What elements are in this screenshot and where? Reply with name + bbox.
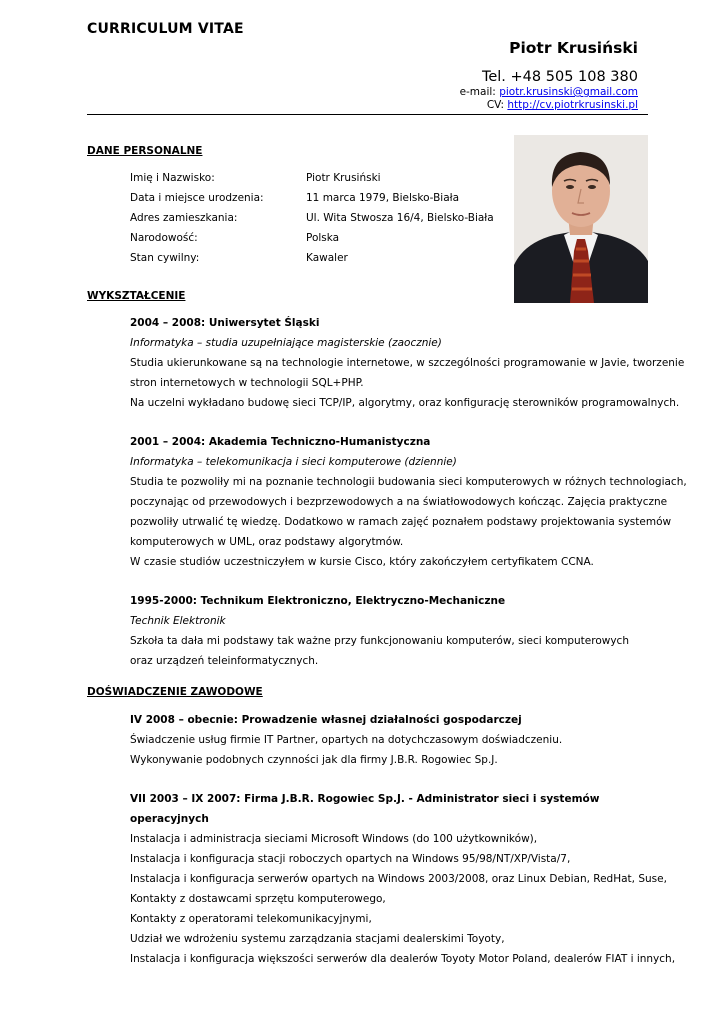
entry-line: Wykonywanie podobnych czynności jak dla firmy J.B.R. Rogowiec Sp.J. <box>130 754 498 766</box>
section-title-education: WYKSZTAŁCENIE <box>87 290 186 302</box>
cv-link[interactable]: http://cv.piotrkrusinski.pl <box>507 99 638 111</box>
cv-line <box>460 99 638 112</box>
education-entry <box>130 313 685 413</box>
entry-line: Studia te pozwoliły mi na poznanie technologii budowania sieci komputerowych w różnych technologiach, <box>130 476 687 488</box>
phone-number: Tel. +48 505 108 380 <box>481 69 638 85</box>
entry-line: Instalacja i konfiguracja serwerów opartych na Windows 2003/2008, oraz Linux Debian, RedHat, Suse, <box>130 873 667 885</box>
personal-value: 11 marca 1979, Bielsko-Biała <box>306 192 460 204</box>
entry-line: Kontakty z operatorami telekomunikacyjnymi, <box>130 913 372 925</box>
entry-line: Kontakty z dostawcami sprzętu komputerowego, <box>130 893 386 905</box>
profile-photo <box>514 135 648 303</box>
entry-subtitle: Informatyka – studia uzupełniające magisterskie (zaocznie) <box>130 337 442 349</box>
entry-subtitle: Informatyka – telekomunikacja i sieci komputerowe (dziennie) <box>130 456 457 468</box>
entry-heading: 1995-2000: Technikum Elektroniczno, Elektryczno-Mechaniczne <box>130 595 506 607</box>
entry-heading: 2001 – 2004: Akademia Techniczno-Humanistyczna <box>130 436 431 448</box>
person-name: Piotr Krusiński <box>509 39 638 57</box>
education-entry <box>130 432 687 572</box>
entry-line: Instalacja i administracja sieciami Microsoft Windows (do 100 użytkowników), <box>130 833 538 845</box>
section-title-personal: DANE PERSONALNE <box>87 145 203 157</box>
personal-value: Ul. Wita Stwosza 16/4, Bielsko-Biała <box>306 212 494 224</box>
personal-row <box>130 228 494 248</box>
personal-row <box>130 168 494 188</box>
entry-line: komputerowych w UML, oraz podstawy algorytmów. <box>130 536 404 548</box>
page-title: CURRICULUM VITAE <box>87 21 244 37</box>
header-divider <box>87 114 648 115</box>
entry-line: Na uczelni wykładano budowę sieci TCP/IP, algorytmy, oraz konfigurację sterowników programowalnych. <box>130 397 680 409</box>
entry-line: Udział we wdrożeniu systemu zarządzania stacjami dealerskimi Toyoty, <box>130 933 505 945</box>
email-label: e-mail: <box>459 86 500 98</box>
education-entry <box>130 591 650 671</box>
entry-line: Instalacja i konfiguracja stacji roboczych opartych na Windows 95/98/NT/XP/Vista/7, <box>130 853 571 865</box>
entry-line: oraz urządzeń teleinformatycznych. <box>130 655 319 667</box>
personal-label: Imię i Nazwisko: <box>130 172 215 184</box>
personal-row <box>130 188 494 208</box>
personal-label: Data i miejsce urodzenia: <box>130 192 264 204</box>
personal-label: Narodowość: <box>130 232 198 244</box>
email-line <box>460 86 638 99</box>
entry-line: Szkoła ta dała mi podstawy tak ważne przy funkcjonowaniu komputerów, sieci komputerowych <box>130 635 629 647</box>
cv-label: CV: <box>486 99 508 111</box>
entry-heading: VII 2003 – IX 2007: Firma J.B.R. Rogowiec Sp.J. - Administrator sieci i systemów <box>130 793 600 805</box>
entry-line: Studia ukierunkowane są na technologie internetowe, w szczególności programowanie w Javie, tworzenie <box>130 357 685 369</box>
entry-heading: IV 2008 – obecnie: Prowadzenie własnej działalności gospodarczej <box>130 714 522 726</box>
personal-label: Adres zamieszkania: <box>130 212 238 224</box>
personal-details <box>130 168 494 268</box>
personal-value: Piotr Krusiński <box>306 172 381 184</box>
entry-line: stron internetowych w technologii SQL+PHP. <box>130 377 364 389</box>
entry-line: Instalacja i konfiguracja większości serwerów dla dealerów Toyoty Motor Poland, dealerów FIAT i innych, <box>130 953 676 965</box>
entry-line: pozwoliły utrwalić tę wiedzę. Dodatkowo w ramach zajęć poznałem podstawy projektowania systemów <box>130 516 672 528</box>
personal-label: Stan cywilny: <box>130 252 200 264</box>
entry-subtitle: Technik Elektronik <box>130 615 226 627</box>
personal-row <box>130 208 494 228</box>
contact-header <box>460 38 638 112</box>
personal-row <box>130 248 494 268</box>
experience-entry <box>130 710 650 770</box>
email-link[interactable]: piotr.krusinski@gmail.com <box>499 86 638 98</box>
experience-entry <box>130 789 676 969</box>
entry-line: W czasie studiów uczestniczyłem w kursie Cisco, który zakończyłem certyfikatem CCNA. <box>130 556 594 568</box>
personal-value: Polska <box>306 232 340 244</box>
section-title-experience: DOŚWIADCZENIE ZAWODOWE <box>87 686 263 698</box>
entry-heading: 2004 – 2008: Uniwersytet Śląski <box>130 317 320 329</box>
entry-heading-continued: operacyjnych <box>130 813 209 825</box>
entry-line: Świadczenie usług firmie IT Partner, opartych na dotychczasowym doświadczeniu. <box>130 734 563 746</box>
entry-line: poczynając od przewodowych i bezprzewodowych a na światłowodowych kończąc. Zajęcia praktyczne <box>130 496 668 508</box>
personal-value: Kawaler <box>306 252 348 264</box>
